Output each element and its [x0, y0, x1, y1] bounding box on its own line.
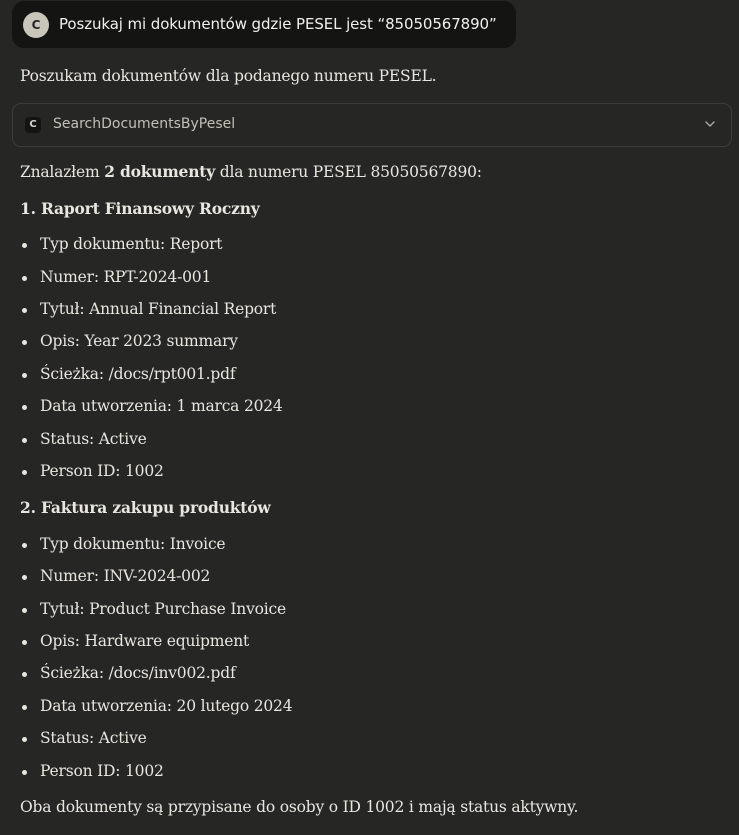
list-item-text: Data utworzenia: 20 lutego 2024	[40, 697, 293, 715]
list-item-text: Person ID: 1002	[40, 462, 164, 480]
bullet-icon	[22, 470, 27, 475]
bullet-icon	[22, 373, 27, 378]
bullet-icon	[22, 276, 27, 281]
list-item-text: Numer: INV-2024-002	[40, 567, 211, 585]
tool-call-block[interactable]	[12, 103, 732, 147]
list-item-text: Data utworzenia: 1 marca 2024	[40, 397, 283, 415]
assistant-intro: Poszukam dokumentów dla podanego numeru PESEL.	[20, 67, 437, 85]
list-item-text: Opis: Hardware equipment	[40, 632, 250, 650]
list-item-text: Typ dokumentu: Invoice	[40, 535, 226, 553]
bullet-icon	[22, 340, 27, 345]
bullet-icon	[22, 608, 27, 613]
list-item-text: Opis: Year 2023 summary	[40, 332, 238, 350]
user-avatar: C	[23, 12, 49, 38]
summary-count: 2 dokumenty	[104, 162, 216, 181]
closing-statement: Oba dokumenty są przypisane do osoby o ID 1002 i mają status aktywny.	[20, 798, 579, 816]
list-item-text: Typ dokumentu: Report	[40, 235, 223, 253]
bullet-icon	[22, 243, 27, 248]
bullet-icon	[22, 640, 27, 645]
results-summary	[20, 162, 482, 181]
document-heading: 2. Faktura zakupu produktów	[20, 498, 271, 517]
tool-icon: C	[25, 117, 41, 133]
list-item-text: Person ID: 1002	[40, 762, 164, 780]
list-item-text: Tytuł: Product Purchase Invoice	[40, 600, 286, 618]
chevron-down-icon[interactable]	[703, 117, 717, 131]
bullet-icon	[22, 737, 27, 742]
bullet-icon	[22, 705, 27, 710]
list-item-text: Ścieżka: /docs/inv002.pdf	[40, 664, 236, 682]
list-item-text: Tytuł: Annual Financial Report	[40, 300, 277, 318]
tool-name: SearchDocumentsByPesel	[53, 116, 236, 132]
list-item-text: Ścieżka: /docs/rpt001.pdf	[40, 365, 236, 383]
bullet-icon	[22, 672, 27, 677]
bullet-icon	[22, 575, 27, 580]
bullet-icon	[22, 543, 27, 548]
user-message	[12, 1, 516, 48]
document-heading: 1. Raport Finansowy Roczny	[20, 199, 260, 218]
bullet-icon	[22, 405, 27, 410]
user-message-text: Poszukaj mi dokumentów gdzie PESEL jest “85050567890”	[59, 15, 497, 33]
list-item-text: Status: Active	[40, 430, 147, 448]
list-item-text: Status: Active	[40, 729, 147, 747]
bullet-icon	[22, 770, 27, 775]
summary-suffix: dla numeru PESEL 85050567890:	[215, 163, 482, 181]
bullet-icon	[22, 308, 27, 313]
summary-prefix: Znalazłem	[20, 163, 105, 181]
list-item-text: Numer: RPT-2024-001	[40, 268, 212, 286]
bullet-icon	[22, 438, 27, 443]
